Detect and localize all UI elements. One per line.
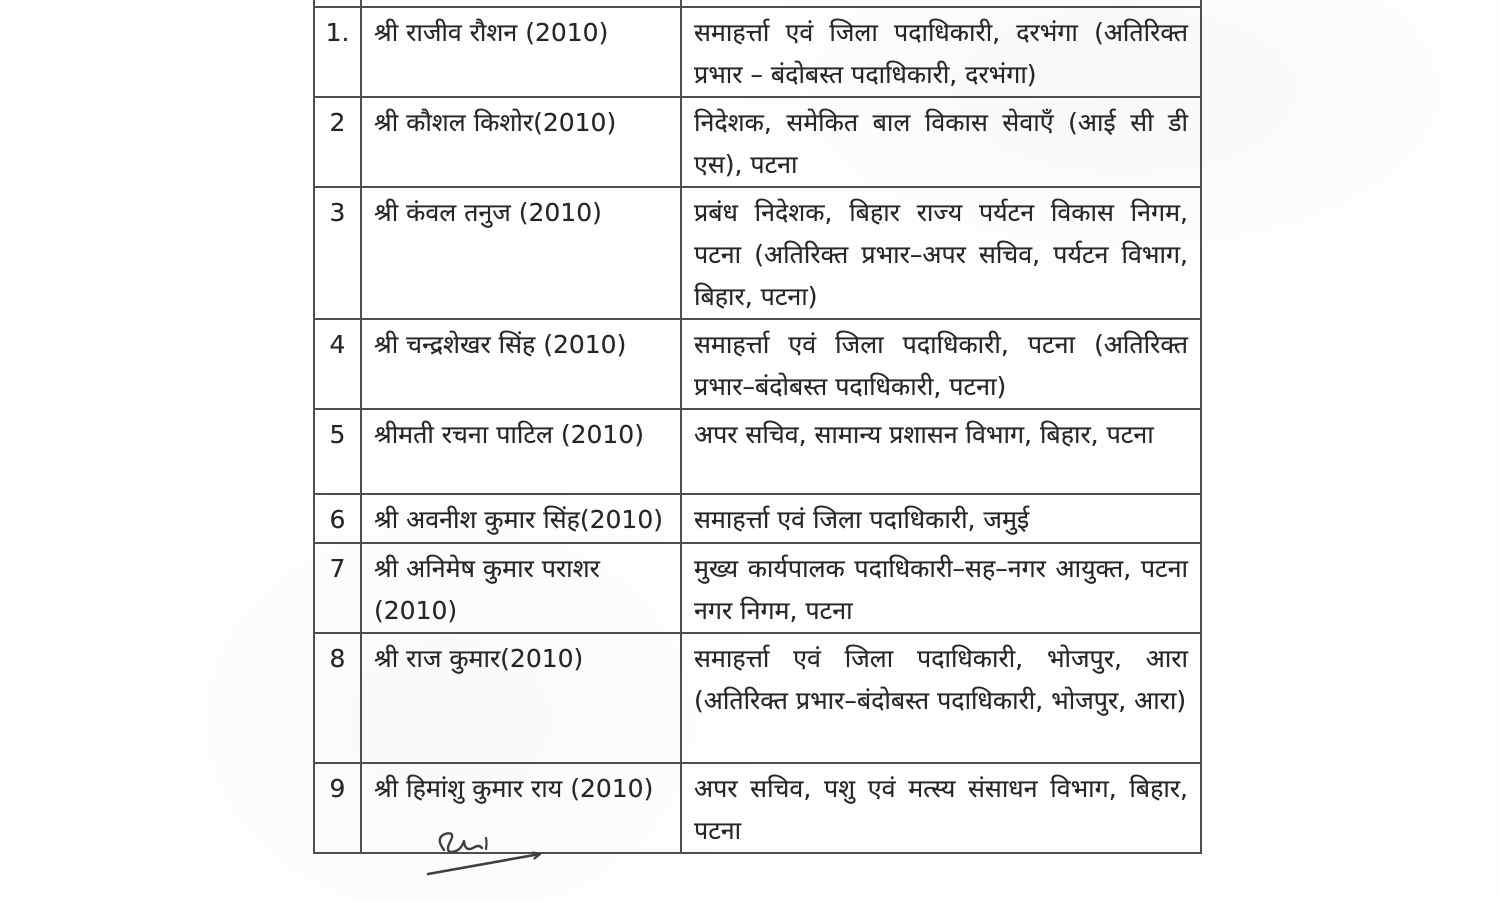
posting-cell: समाहर्त्ता एवं जिला पदाधिकारी, दरभंगा (अतिरिक्त प्रभार – बंदोबस्त पदाधिकारी, दरभंगा) xyxy=(681,7,1201,97)
posting-cell xyxy=(681,0,1201,7)
serial-cell: 3 xyxy=(314,187,361,319)
officer-name-cell: श्री हिमांशु कुमार राय (2010) xyxy=(361,763,681,853)
table-row-clipped xyxy=(314,0,1201,7)
posting-cell: निदेशक, समेकित बाल विकास सेवाएँ (आई सी डी एस), पटना xyxy=(681,97,1201,187)
table-row xyxy=(314,187,1201,319)
posting-cell: समाहर्त्ता एवं जिला पदाधिकारी, जमुई xyxy=(681,494,1201,543)
officer-name-cell: श्री अनिमेष कुमार पराशर (2010) xyxy=(361,543,681,633)
officer-name-cell xyxy=(361,0,681,7)
posting-cell: अपर सचिव, सामान्य प्रशासन विभाग, बिहार, पटना xyxy=(681,409,1201,494)
posting-cell: समाहर्त्ता एवं जिला पदाधिकारी, भोजपुर, आरा (अतिरिक्त प्रभार–बंदोबस्त पदाधिकारी, भोजपुर, आरा) xyxy=(681,633,1201,763)
table-row xyxy=(314,409,1201,494)
posting-cell: मुख्य कार्यपालक पदाधिकारी–सह–नगर आयुक्त, पटना नगर निगम, पटना xyxy=(681,543,1201,633)
officer-name-cell: श्री कंवल तनुज (2010) xyxy=(361,187,681,319)
posting-cell: समाहर्त्ता एवं जिला पदाधिकारी, पटना (अतिरिक्त प्रभार–बंदोबस्त पदाधिकारी, पटना) xyxy=(681,319,1201,409)
serial-cell: 4 xyxy=(314,319,361,409)
officer-name-cell: श्रीमती रचना पाटिल (2010) xyxy=(361,409,681,494)
table-row xyxy=(314,7,1201,97)
table-row xyxy=(314,543,1201,633)
handwritten-signature-icon xyxy=(418,826,563,884)
serial-cell: 6 xyxy=(314,494,361,543)
posting-cell: अपर सचिव, पशु एवं मत्स्य संसाधन विभाग, बिहार, पटना xyxy=(681,763,1201,853)
serial-cell xyxy=(314,0,361,7)
serial-cell: 9 xyxy=(314,763,361,853)
serial-cell: 8 xyxy=(314,633,361,763)
table-row xyxy=(314,97,1201,187)
serial-cell: 2 xyxy=(314,97,361,187)
officer-name-cell: श्री अवनीश कुमार सिंह(2010) xyxy=(361,494,681,543)
officer-name-cell: श्री चन्द्रशेखर सिंह (2010) xyxy=(361,319,681,409)
serial-cell: 7 xyxy=(314,543,361,633)
table-row xyxy=(314,319,1201,409)
posting-cell: प्रबंध निदेशक, बिहार राज्य पर्यटन विकास निगम, पटना (अतिरिक्त प्रभार–अपर सचिव, पर्यटन विभाग, बिहार, पटना) xyxy=(681,187,1201,319)
serial-cell: 1. xyxy=(314,7,361,97)
officer-name-cell: श्री राजीव रौशन (2010) xyxy=(361,7,681,97)
table-row xyxy=(314,494,1201,543)
officer-posting-table xyxy=(313,0,1202,854)
serial-cell: 5 xyxy=(314,409,361,494)
table-row xyxy=(314,633,1201,763)
officer-name-cell: श्री कौशल किशोर(2010) xyxy=(361,97,681,187)
officer-name-cell: श्री राज कुमार(2010) xyxy=(361,633,681,763)
